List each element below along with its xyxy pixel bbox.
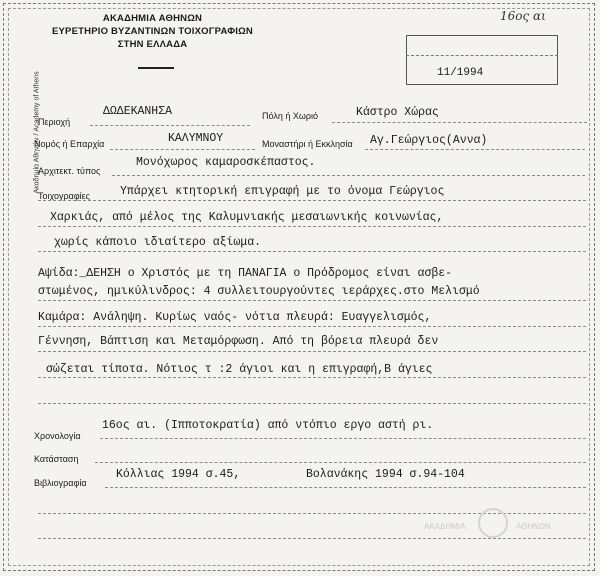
toichografies-line-6: Καμάρα: Ανάληψη. Κυρίως ναός- νότια πλευρά: Ευαγγελισμός, — [38, 311, 432, 324]
toichografies-line-2: Χαρκιάς, από μέλος της Καλυμνιακής μεσαιωνικής κοινωνίας, — [50, 211, 444, 224]
record-box-divider — [406, 55, 558, 56]
rule-chronologia — [100, 438, 586, 439]
label-typos: Αρχιτεκτ. τύπος — [38, 166, 101, 176]
rule-toich-3 — [38, 251, 586, 252]
label-nomos: Νομός ή Επαρχία — [34, 139, 105, 149]
header-greece: ΣΤΗΝ ΕΛΛΑΔΑ — [117, 39, 188, 50]
rule-poli — [332, 122, 587, 123]
toichografies-line-8: σώζεται τίποτα. Νότιος τ :2 άγιοι και η επιγραφή,Β άγιες — [46, 363, 433, 376]
vertical-credit: Ακαδημία Αθηνών / Academy of Athens — [33, 71, 41, 194]
label-poli: Πόλη ή Χωριό — [262, 111, 318, 121]
rule-typos — [112, 175, 585, 176]
rule-toich-8 — [38, 403, 586, 404]
value-vivliografia-1: Κόλλιας 1994 σ.45, — [116, 468, 241, 481]
rule-vivliografia — [105, 487, 586, 488]
toichografies-line-4: Αψίδα:_ΔΕΗΣΗ ο Χριστός με τη ΠΑΝΑΓΙΑ ο Πρόδρομος είναι ασβε- — [38, 267, 453, 280]
rule-toich-2 — [38, 226, 586, 227]
rule-toich-6 — [38, 351, 586, 352]
stamp-text-right: ΑΘΗΝΩΝ — [516, 522, 551, 531]
record-number: 11/1994 — [437, 67, 484, 79]
value-poli: Κάστρο Χώρας — [356, 106, 439, 119]
toichografies-line-5: στωμένος, ημικύλινδρος: 4 συλλειτουργούντες ιεράρχες.στο Μελισμό — [38, 285, 480, 298]
toichografies-line-1: Υπάρχει κτητορική επιγραφή με το όνομα Γεώργιος — [120, 185, 445, 198]
rule-toich-4 — [38, 300, 586, 301]
label-chronologia: Χρονολογία — [34, 431, 81, 441]
label-periochi: Περιοχή — [38, 117, 71, 127]
label-katastasi: Κατάσταση — [34, 454, 79, 464]
handwritten-note: 16ος αι — [500, 9, 546, 23]
value-periochi: ΔΩΔΕΚΑΝΗΣΑ — [103, 105, 173, 118]
rule-periochi — [90, 125, 250, 126]
header-index: ΕΥΡΕΤΗΡΙΟ ΒΥΖΑΝΤΙΝΩΝ ΤΟΙΧΟΓΡΑΦΙΩΝ — [51, 26, 253, 37]
value-moni: Αγ.Γεώργιος(Αννα) — [370, 134, 488, 147]
rule-nomos — [110, 149, 255, 150]
label-moni: Μοναστήρι ή Εκκλησία — [262, 139, 353, 149]
value-typos: Μονόχωρος καμαροσκέπαστος. — [136, 156, 316, 169]
rule-toich-7 — [38, 377, 586, 378]
stamp-seal-icon — [478, 508, 508, 538]
label-toichografies: Τοιχογραφίες — [38, 191, 91, 201]
value-chronologia: 16ος αι. (Ιπποτοκρατία) από ντόπιο εργο αστή ρι. — [102, 419, 434, 432]
rule-moni — [365, 149, 585, 150]
rule-katastasi — [95, 462, 586, 463]
header-rule — [138, 67, 174, 69]
rule-toich-5 — [38, 326, 586, 327]
toichografies-line-3: χωρίς κάποιο ιδιαίτερο αξίωμα. — [54, 236, 262, 249]
rule-toich-1 — [38, 200, 586, 201]
header-academy: ΑΚΑΔΗΜΙΑ ΑΘΗΝΩΝ — [102, 13, 203, 24]
toichografies-line-7: Γέννηση, Βάπτιση και Μεταμόρφωση. Από τη βόρεια πλευρά δεν — [38, 335, 439, 348]
value-nomos: ΚΑΛΥΜΝΟΥ — [168, 132, 224, 145]
academy-stamp — [420, 508, 580, 548]
value-vivliografia-2: Βολανάκης 1994 σ.94-104 — [306, 468, 465, 481]
label-vivliografia: Βιβλιογραφία — [34, 478, 87, 488]
stamp-text-left: ΑΚΑΔΗΜΙΑ — [424, 522, 466, 531]
